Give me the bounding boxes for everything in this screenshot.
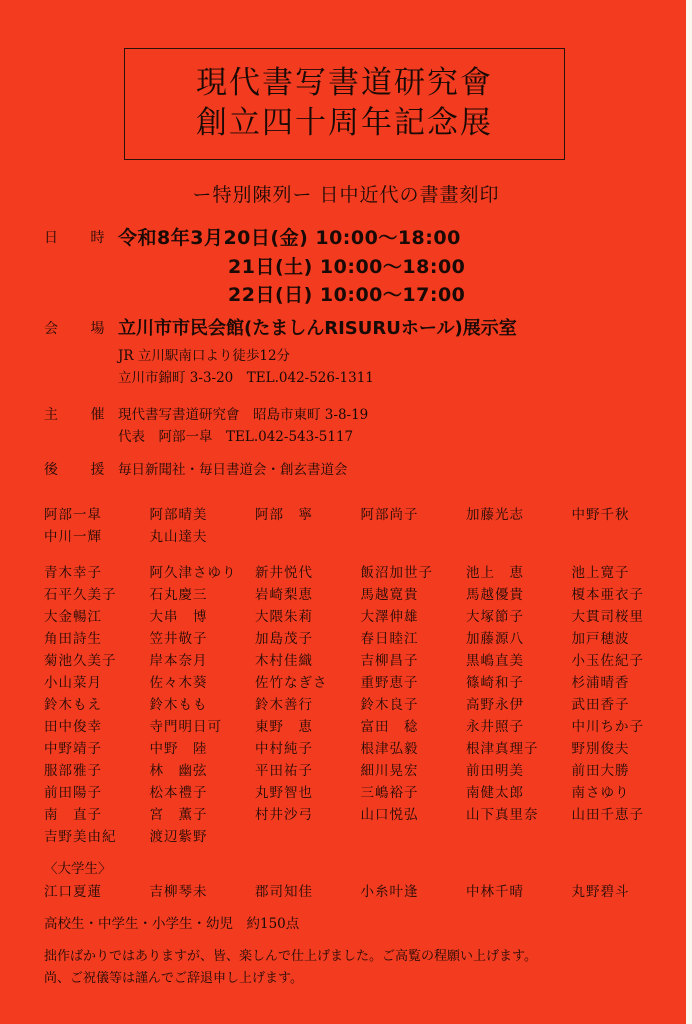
exhibitor-name: 加島茂子 xyxy=(255,631,313,647)
exhibitor-name: 新井悦代 xyxy=(255,565,313,581)
exhibitor-name: 丸野碧斗 xyxy=(571,884,630,900)
exhibitor-name: 松本禮子 xyxy=(149,785,208,801)
name-row xyxy=(44,825,684,847)
students-count: 高校生・中学生・小学生・幼児 約150点 xyxy=(44,916,300,932)
exhibitor-name: 大隈朱莉 xyxy=(255,609,313,625)
exhibitor-name: 加戸穂波 xyxy=(571,631,630,647)
exhibitor-name: 池上寛子 xyxy=(571,565,630,581)
exhibitor-name: 黒嶋直美 xyxy=(466,653,524,669)
name-row xyxy=(44,671,684,693)
exhibitor-name: 中川ちか子 xyxy=(571,719,644,735)
exhibitor-name: 中野 陸 xyxy=(149,741,208,757)
exhibitor-name: 木村佳織 xyxy=(255,653,313,669)
exhibitor-name: 根津真理子 xyxy=(466,741,539,757)
exhibitor-name: 角田詩生 xyxy=(44,631,102,647)
name-row xyxy=(44,525,684,547)
exhibitor-name: 加藤光志 xyxy=(466,507,524,523)
title-box xyxy=(124,48,565,160)
exhibitor-name: 中野靖子 xyxy=(44,741,102,757)
name-row xyxy=(44,880,684,902)
title-line-1: 現代書写書道研究會 xyxy=(196,65,493,101)
exhibitor-name: 林 幽弦 xyxy=(149,763,208,779)
name-row xyxy=(44,737,684,759)
name-row xyxy=(44,759,684,781)
exhibitor-name: 阿部一皐 xyxy=(44,507,102,523)
exhibitor-name: 大金暢江 xyxy=(44,609,102,625)
exhibitor-name: 中村純子 xyxy=(255,741,313,757)
exhibitor-name: 大貫司桜里 xyxy=(571,609,644,625)
schedule-line-2: 21日(土) 10:00〜18:00 xyxy=(228,256,466,278)
name-row xyxy=(44,583,684,605)
exhibitor-name: 山田千恵子 xyxy=(571,807,644,823)
exhibitor-name: 大澤伸雄 xyxy=(360,609,419,625)
exhibitor-name: 飯沼加世子 xyxy=(360,565,433,581)
exhibitor-name: 宮 薫子 xyxy=(149,807,208,823)
exhibitor-name: 阿部 寧 xyxy=(255,507,313,523)
exhibitor-name: 富田 稔 xyxy=(360,719,419,735)
exhibitor-name xyxy=(572,825,678,847)
organizer-line-2: 代表 阿部一皐 TEL.042-543-5117 xyxy=(118,429,354,445)
exhibitor-name: 吉野美由紀 xyxy=(44,829,117,845)
exhibitor-name: 郡司知佳 xyxy=(255,884,313,900)
exhibitor-name: 南 直子 xyxy=(44,807,102,823)
subtitle: ー特別陳列ー 日中近代の書畫刻印 xyxy=(192,184,500,206)
exhibitor-name xyxy=(361,825,467,847)
exhibitor-name: 鈴木もも xyxy=(149,697,208,713)
exhibitor-name: 前田陽子 xyxy=(44,785,102,801)
exhibitor-name: 平田祐子 xyxy=(255,763,313,779)
name-row xyxy=(44,693,684,715)
exhibitor-name: 石平久美子 xyxy=(44,587,117,603)
exhibitor-name: 小玉佐紀子 xyxy=(571,653,644,669)
organizer-label: 主 催 xyxy=(44,407,119,423)
exhibitor-name: 丸野智也 xyxy=(255,785,313,801)
exhibitor-name: 山下真里奈 xyxy=(466,807,539,823)
exhibitor-name: 服部雅子 xyxy=(44,763,102,779)
exhibitor-name: 丸山達夫 xyxy=(149,529,208,545)
exhibitors-group-2 xyxy=(44,561,684,847)
title-line-2: 創立四十周年記念展 xyxy=(196,105,493,141)
exhibitor-name: 馬越優貴 xyxy=(466,587,524,603)
exhibitor-name: 鈴木もえ xyxy=(44,697,102,713)
exhibitor-name: 菊池久美子 xyxy=(44,653,117,669)
venue-label: 会 場 xyxy=(44,321,119,337)
exhibitor-name: 大塚節子 xyxy=(466,609,524,625)
exhibitor-name: 田中俊幸 xyxy=(44,719,102,735)
closing-line-2: 尚、ご祝儀等は謹んでご辞退申し上げます。 xyxy=(44,971,303,986)
exhibitor-name: 吉柳昌子 xyxy=(360,653,419,669)
exhibitor-name: 池上 恵 xyxy=(466,565,524,581)
exhibitor-name: 佐竹なぎさ xyxy=(255,675,328,691)
exhibitor-name: 榎本亜衣子 xyxy=(571,587,644,603)
exhibitor-name: 馬越寛貴 xyxy=(360,587,419,603)
exhibitor-name: 大串 博 xyxy=(149,609,208,625)
exhibitor-name: 重野恵子 xyxy=(360,675,419,691)
paper-edge xyxy=(686,0,692,1024)
exhibitor-name: 野別俊夫 xyxy=(571,741,630,757)
exhibitor-name: 阿部尚子 xyxy=(360,507,419,523)
exhibitor-name: 根津弘毅 xyxy=(360,741,419,757)
exhibitor-name: 佐々木葵 xyxy=(149,675,208,691)
exhibitor-name: 前田明美 xyxy=(466,763,524,779)
exhibitor-name: 三嶋裕子 xyxy=(360,785,419,801)
name-row xyxy=(44,561,684,583)
schedule-label: 日 時 xyxy=(44,230,119,246)
exhibitor-name: 笠井敬子 xyxy=(149,631,208,647)
venue-address: 立川市錦町 3-3-20 TEL.042-526-1311 xyxy=(118,370,374,386)
exhibitor-name: 小山菜月 xyxy=(44,675,102,691)
exhibitor-name: 細川晃宏 xyxy=(360,763,419,779)
exhibitor-name: 加藤源八 xyxy=(466,631,524,647)
exhibitor-name: 吉柳琴未 xyxy=(149,884,208,900)
name-row xyxy=(44,715,684,737)
exhibitor-name: 阿部晴美 xyxy=(149,507,208,523)
exhibitor-name: 春日睦江 xyxy=(360,631,419,647)
exhibitor-name: 小糸叶逢 xyxy=(360,884,419,900)
venue-name: 立川市市民会館(たましんRISURUホール)展示室 xyxy=(118,318,517,339)
exhibitor-name: 村井沙弓 xyxy=(255,807,313,823)
exhibitor-name: 青木幸子 xyxy=(44,565,102,581)
exhibitor-name xyxy=(255,825,361,847)
exhibitor-name: 鈴木良子 xyxy=(360,697,419,713)
name-row xyxy=(44,627,684,649)
schedule-line-1: 令和8年3月20日(金) 10:00〜18:00 xyxy=(118,227,461,249)
university-label: 〈大学生〉 xyxy=(44,861,112,877)
name-row xyxy=(44,649,684,671)
exhibitor-name: 岸本奈月 xyxy=(149,653,208,669)
name-row xyxy=(44,605,684,627)
name-row xyxy=(44,781,684,803)
exhibitor-name: 篠崎和子 xyxy=(466,675,524,691)
exhibitor-name: 武田香子 xyxy=(571,697,630,713)
support-label: 後 援 xyxy=(44,462,119,478)
exhibitor-name: 南健太郎 xyxy=(466,785,524,801)
exhibitors-group-1 xyxy=(44,503,684,547)
exhibitor-name: 高野永伊 xyxy=(466,697,524,713)
schedule-line-3: 22日(日) 10:00〜17:00 xyxy=(228,284,466,306)
exhibitor-name: 鈴木善行 xyxy=(255,697,313,713)
exhibitor-name: 前田大勝 xyxy=(571,763,630,779)
exhibitor-name: 岩崎梨恵 xyxy=(255,587,313,603)
exhibitor-name: 中野千秋 xyxy=(571,507,630,523)
venue-access: JR 立川駅南口より徒歩12分 xyxy=(118,348,291,364)
exhibitor-name: 東野 恵 xyxy=(255,719,313,735)
exhibitor-name: 渡辺紫野 xyxy=(149,829,208,845)
exhibitor-name: 江口夏蓮 xyxy=(44,884,102,900)
exhibitor-name: 永井照子 xyxy=(466,719,524,735)
exhibitor-name: 杉浦晴香 xyxy=(571,675,630,691)
exhibitor-name: 山口悦弘 xyxy=(360,807,419,823)
exhibitor-name: 南さゆり xyxy=(571,785,630,801)
university-names xyxy=(44,880,684,902)
name-row xyxy=(44,503,684,525)
exhibitor-name: 中川一輝 xyxy=(44,529,102,545)
name-row xyxy=(44,803,684,825)
closing-line-1: 拙作ばかりではありますが、皆、楽しんで仕上げました。ご高覧の程願い上げます。 xyxy=(44,949,537,964)
exhibitor-name: 中林千晴 xyxy=(466,884,524,900)
organizer-line-1: 現代書写書道研究會 昭島市東町 3-8-19 xyxy=(118,407,369,423)
exhibitor-name: 寺門明日可 xyxy=(149,719,222,735)
exhibitor-name: 阿久津さゆり xyxy=(149,565,237,581)
exhibitor-name: 石丸慶三 xyxy=(149,587,208,603)
exhibitor-name xyxy=(466,825,572,847)
support-text: 毎日新聞社・毎日書道会・創玄書道会 xyxy=(118,462,348,478)
